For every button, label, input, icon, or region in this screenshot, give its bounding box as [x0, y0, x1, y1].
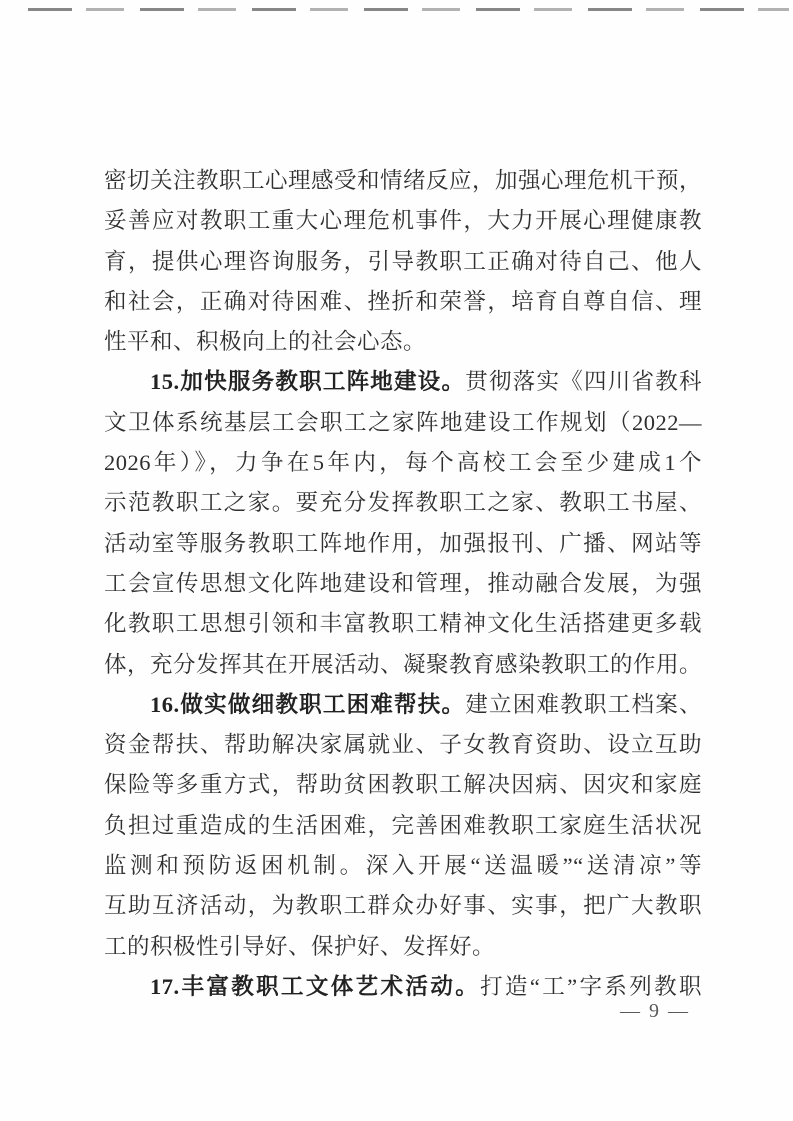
text-line: 互助互济活动，为教职工群众办好事、实事，把广大教职	[104, 893, 702, 919]
text-line: 工会宣传思想文化阵地建设和管理，推动融合发展，为强	[104, 570, 702, 596]
item-17-heading: 17.丰富教职工文体艺术活动。	[150, 973, 481, 999]
document-body	[104, 161, 702, 1007]
text-line-item-17	[104, 967, 702, 1007]
page-number	[620, 999, 710, 1023]
text-line: 2026年）》，力争在5年内，每个高校工会至少建成1个	[104, 450, 702, 476]
text-line: 负担过重造成的生活困难，完善困难教职工家庭生活状况	[104, 812, 702, 838]
text-line: 资金帮扶、帮助解决家属就业、子女教育资助、设立互助	[104, 732, 702, 758]
text-line-paragraph-end: 性平和、积极向上的社会心态。	[104, 329, 427, 355]
text-line: 文卫体系统基层工会职工之家阵地建设工作规划（2022—	[104, 409, 702, 435]
text-line-item-16	[104, 685, 702, 725]
text-line: 密切关注教职工心理感受和情绪反应，加强心理危机干预，	[104, 168, 703, 193]
text-run: 建立困难教职工档案、	[465, 691, 702, 717]
scan-artifact-top	[28, 8, 789, 11]
text-line-paragraph-end: 体，充分发挥其在开展活动、凝聚教育感染教职工的作用。	[104, 651, 703, 677]
page-number-text: — 9 —	[620, 1000, 690, 1022]
text-line: 和社会，正确对待困难、挫折和荣誉，培育自尊自信、理	[104, 288, 702, 314]
text-line-item-15	[104, 362, 702, 402]
text-run: 贯彻落实《四川省教科	[465, 369, 702, 395]
text-run: 打造“工”字系列教职	[480, 973, 702, 999]
text-line-paragraph-end: 工的积极性引导好、保护好、发挥好。	[104, 933, 496, 959]
text-line: 监测和预防返困机制。深入开展“送温暖”“送清凉”等	[104, 853, 702, 879]
item-16-heading: 16.做实做细教职工困难帮扶。	[150, 691, 466, 717]
text-line: 示范教职工之家。要充分发挥教职工之家、教职工书屋、	[104, 490, 702, 516]
text-line: 保险等多重方式，帮助贫困教职工解决因病、因灾和家庭	[104, 772, 702, 798]
text-line: 活动室等服务教职工阵地作用，加强报刊、广播、网站等	[104, 530, 702, 556]
text-line: 妥善应对教职工重大心理危机事件，大力开展心理健康教	[104, 208, 702, 234]
text-line: 化教职工思想引领和丰富教职工精神文化生活搭建更多载	[104, 611, 702, 637]
text-line: 育，提供心理咨询服务，引导教职工正确对待自己、他人	[104, 248, 702, 274]
item-15-heading: 15.加快服务教职工阵地建设。	[150, 369, 466, 395]
